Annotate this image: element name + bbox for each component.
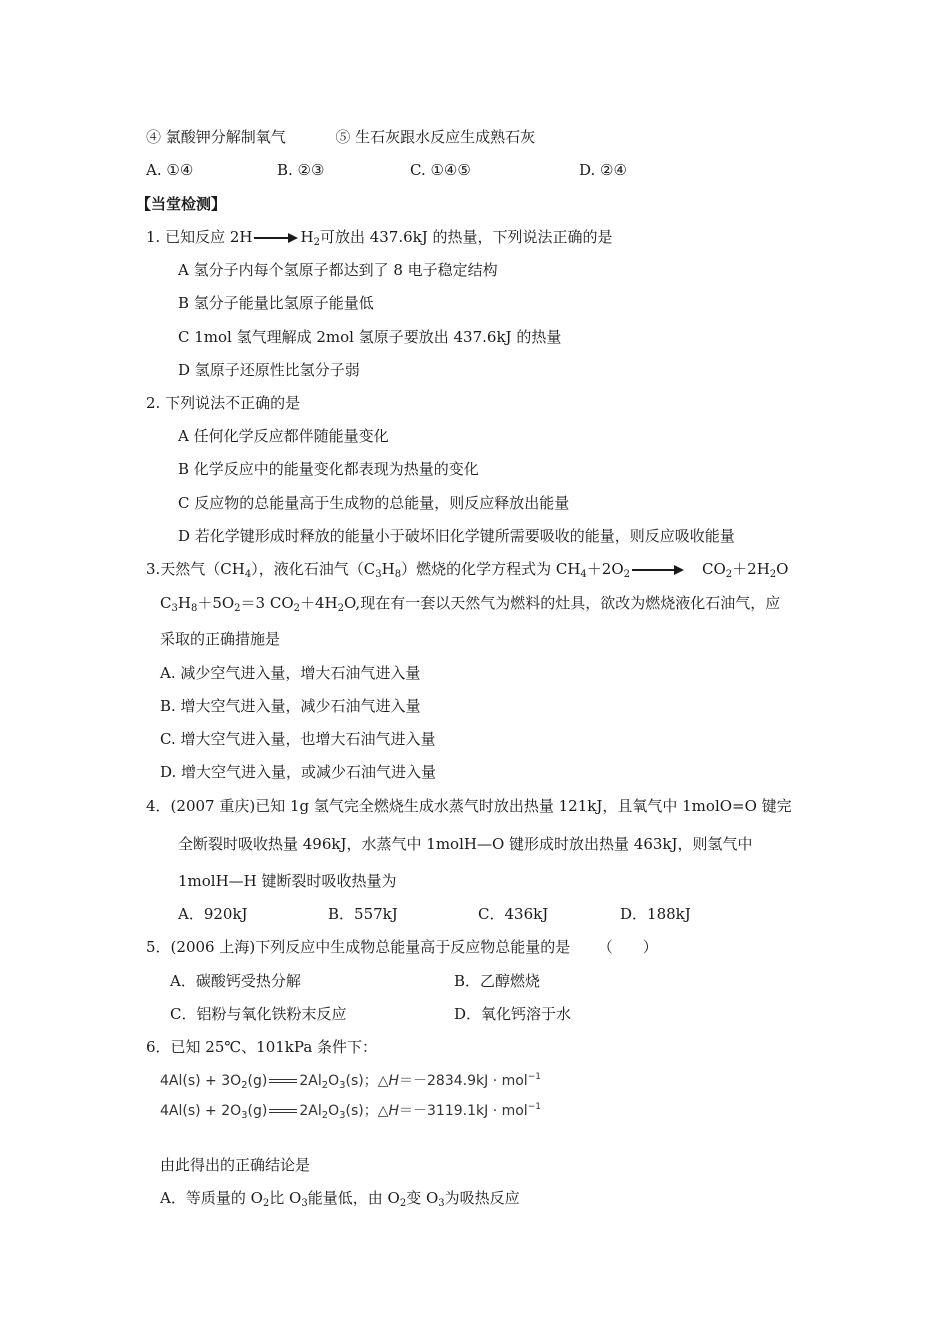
q4-option-a: A．920kJ [178, 905, 248, 923]
eq-text: 4Al(s) + 3O [160, 1073, 242, 1089]
q2-option-a: A 任何化学反应都伴随能量变化 [178, 427, 389, 445]
prev-line-1 [146, 127, 535, 147]
q3-stem-line-1 [146, 559, 788, 579]
q3-stem-line-2 [160, 593, 780, 613]
q3-stem-line-3: 采取的正确措施是 [160, 630, 281, 648]
subscript: 3 [171, 603, 178, 614]
subscript: 4 [244, 569, 252, 580]
subscript: 8 [190, 603, 198, 614]
equals-sign-icon [269, 1079, 297, 1083]
q6-text: 能量低，由 O [307, 1189, 400, 1207]
q3-text: ＋4H [300, 594, 338, 612]
q1-stem [146, 227, 613, 247]
eq-text: (s)；△ [345, 1103, 389, 1119]
q3-text: ＝3 CO [240, 594, 294, 612]
subscript: 2 [262, 1198, 270, 1209]
subscript: 2 [241, 1080, 248, 1091]
subscript: 2 [293, 603, 301, 614]
q1-option-a: A 氢分子内每个氢原子都达到了 8 电子稳定结构 [178, 261, 498, 279]
q3-option-d: D. 增大空气进入量，或减少石油气进入量 [160, 763, 437, 781]
eq-text: 2Al [299, 1103, 322, 1119]
subscript: 2 [313, 237, 320, 248]
q3-text: ）燃烧的化学方程式为 CH [401, 560, 581, 578]
subscript: 8 [394, 569, 402, 580]
q1-stem-start: 1. 已知反应 2H [146, 228, 253, 246]
eq-text: 4Al(s) + 2O [160, 1103, 242, 1119]
q3-text: ＋5O [197, 594, 235, 612]
q3-text: ＋2H [732, 560, 770, 578]
eq-text: ＝－3119.1kJ · mol [399, 1103, 528, 1119]
q1-option-d: D 氢原子还原性比氢分子弱 [178, 361, 360, 379]
eq-text: (g) [247, 1073, 268, 1089]
subscript: 2 [337, 603, 345, 614]
q5-option-a: A．碳酸钙受热分解 [170, 972, 301, 990]
q3-option-b: B. 增大空气进入量，减少石油气进入量 [160, 697, 421, 715]
eq-text: O [328, 1103, 340, 1119]
reaction-arrow-icon [254, 233, 298, 243]
reaction-arrow-icon [632, 565, 684, 575]
q3-text: 3.天然气（CH [146, 560, 245, 578]
subscript: 3 [438, 1198, 445, 1209]
subscript: 2 [321, 1080, 329, 1091]
q3-text: O [776, 560, 789, 578]
subscript: 3 [375, 569, 382, 580]
q6-equation-1 [160, 1071, 541, 1091]
q5-option-c: C．铝粉与氧化铁粉末反应 [170, 1005, 347, 1023]
subscript: 4 [580, 569, 587, 580]
q5-stem-text: 5．(2006 上海)下列反应中生成物总能量高于反应物总能量的是 [146, 938, 571, 956]
eq-text: 2Al [299, 1073, 322, 1089]
subscript: 2 [769, 569, 777, 580]
q1-option-b: B 氢分子能量比氢原子能量低 [178, 294, 374, 312]
q6-text: A．等质量的 O [160, 1189, 263, 1207]
q3-text: CO [702, 560, 726, 578]
q4-option-c: C．436kJ [478, 905, 549, 923]
q3-text: H [381, 560, 395, 578]
q6-text: 变 O [406, 1189, 439, 1207]
subscript: 2 [321, 1110, 329, 1121]
prev-item-4: ④ 氯酸钾分解制氧气 [146, 128, 286, 146]
q6-conclusion: 由此得出的正确结论是 [160, 1156, 311, 1174]
q4-option-b: B．557kJ [328, 905, 398, 923]
q2-option-c: C 反应物的总能量高于生成物的总能量，则反应释放出能量 [178, 494, 570, 512]
eq-text: (g) [247, 1103, 268, 1119]
q4-option-d: D．188kJ [620, 905, 691, 923]
q2-option-b: B 化学反应中的能量变化都表现为热量的变化 [178, 460, 479, 478]
q4-stem-line-2: 全断裂时吸收热量 496kJ，水蒸气中 1molH—O 键形成时放出热量 463kJ，则氢气中 [178, 835, 753, 853]
eq-text: (s)；△ [345, 1073, 389, 1089]
prev-option-c: C. ①④⑤ [410, 161, 471, 179]
section-title: 【当堂检测】 [136, 195, 227, 213]
subscript: 2 [399, 1198, 407, 1209]
eq-text: O [328, 1073, 340, 1089]
eq-text: ＝－2834.9kJ · mol [399, 1073, 528, 1089]
q6-equation-2 [160, 1101, 541, 1121]
subscript: 3 [339, 1080, 346, 1091]
superscript: −1 [527, 1072, 541, 1082]
q5-option-d: D．氧化钙溶于水 [454, 1005, 572, 1023]
subscript: 2 [725, 569, 733, 580]
q6-stem: 6．已知 25℃、101kPa 条件下： [146, 1038, 378, 1056]
subscript: 3 [241, 1110, 248, 1121]
subscript: 2 [623, 569, 630, 580]
q3-option-c: C. 增大空气进入量，也增大石油气进入量 [160, 730, 436, 748]
q2-stem: 2. 下列说法不正确的是 [146, 394, 301, 412]
prev-option-d: D. ②④ [579, 161, 627, 179]
subscript: 3 [301, 1198, 308, 1209]
q3-text: O,现在有一套以天然气为燃料的灶具，欲改为燃烧液化石油气，应 [344, 594, 781, 612]
q6-option-a [160, 1188, 520, 1208]
subscript: 2 [234, 603, 241, 614]
enthalpy-symbol: H [388, 1073, 400, 1089]
q6-text: 比 O [269, 1189, 302, 1207]
q3-text: ＋2O [586, 560, 624, 578]
enthalpy-symbol: H [388, 1103, 400, 1119]
q6-text: 为吸热反应 [444, 1189, 520, 1207]
equals-sign-icon [269, 1109, 297, 1113]
prev-option-b: B. ②③ [277, 161, 325, 179]
subscript: 3 [339, 1110, 346, 1121]
prev-item-5: ⑤ 生石灰跟水反应生成熟石灰 [335, 128, 536, 146]
q4-stem-line-3: 1molH—H 键断裂时吸收热量为 [178, 872, 397, 890]
q3-text: ），液化石油气（C [251, 560, 376, 578]
q5-stem [146, 937, 658, 957]
q5-option-b: B．乙醇燃烧 [454, 972, 541, 990]
q1-option-c: C 1mol 氢气理解成 2mol 氢原子要放出 437.6kJ 的热量 [178, 328, 562, 346]
q4-stem-line-1: 4．(2007 重庆)已知 1g 氢气完全燃烧生成水蒸气时放出热量 121kJ，且氧气中 1molO=O 键完 [146, 797, 792, 815]
q1-stem-end: 可放出 437.6kJ 的热量，下列说法正确的是 [319, 228, 613, 246]
answer-blank: （ ） [597, 938, 658, 956]
q3-text: C [160, 594, 172, 612]
q1-formula: H [300, 228, 314, 246]
q3-option-a: A. 减少空气进入量，增大石油气进入量 [160, 664, 421, 682]
q2-option-d: D 若化学键形成时释放的能量小于破坏旧化学键所需要吸收的能量，则反应吸收能量 [178, 527, 735, 545]
superscript: −1 [527, 1102, 541, 1112]
prev-option-a: A. ①④ [146, 161, 194, 179]
q3-text: H [177, 594, 191, 612]
